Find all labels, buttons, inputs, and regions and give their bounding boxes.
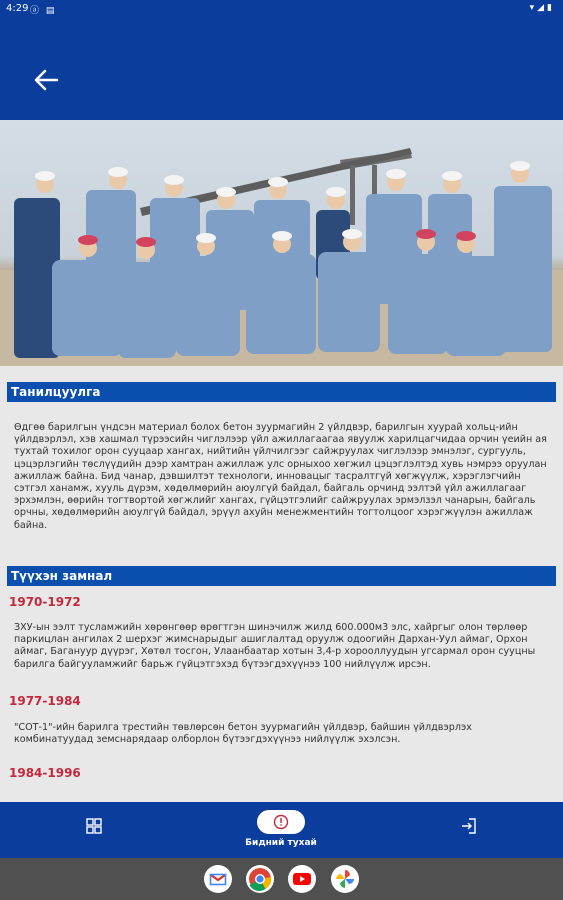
section-title-history: Түүхэн замнал xyxy=(7,566,556,586)
history-text: ЗХУ-ын ээлт тусламжийн хөрөнгөөр өрөгтгэн шинэчилж жилд 600.000м3 элс, хайргыг олон төрлөөр паркицлан ангилах 2 шерхэг жимснарыдыг ашиглалтад оруулж одоогийн Дархан-Уул аймаг, Орхон аймаг, Багануур дүүрэг, Хөтөл тосгон, Улаанбаатар хотын 3,4-р хорооллуудын угсармал орон сууцны барилга байгууламжийг барьж гүйцэтгэхэд бүтээгдэхүүнээ 100 нийлүүлж ирсэн. xyxy=(14,622,536,670)
back-arrow-icon[interactable] xyxy=(32,66,60,94)
team-photo xyxy=(0,120,563,366)
youtube-icon[interactable] xyxy=(288,865,316,893)
history-period: 1970-1972 xyxy=(9,595,81,609)
section-title-intro: Танилцуулга xyxy=(7,382,556,402)
status-notification-icons: ⓐ ▤ xyxy=(30,6,57,16)
photos-icon[interactable] xyxy=(331,865,359,893)
info-icon xyxy=(273,814,289,830)
status-bar xyxy=(0,0,563,18)
status-system-icons: ▾◢▮ xyxy=(529,3,555,13)
app-bar xyxy=(0,18,563,120)
history-period: 1984-1996 xyxy=(9,766,81,780)
content-scroll[interactable] xyxy=(0,366,563,802)
team-photo-illustration xyxy=(0,120,563,366)
about-tab[interactable] xyxy=(257,810,305,834)
system-dock xyxy=(0,858,563,900)
chrome-icon[interactable] xyxy=(246,865,274,893)
history-text: "СОТ-1"-ийн барилга трестийн төвлөрсөн бетон зуурмагийн үйлдвэр, байшин үйлдвэрлэх комбинатуудад земснарядаар олборлон бүтээгдэхүүнээ нийлүүлж эхэлсэн. xyxy=(14,722,472,746)
history-period: 1977-1984 xyxy=(9,694,81,708)
status-time: 4:29 xyxy=(6,3,29,14)
intro-text: Өдгөө барилгын үндсэн материал болох бетон зуурмагийн 2 үйлдвэр, барилгын хуурай хольц-ийн үйлдвэрлэл, хэв хашмал түрээсийн чиглэлээр үйл ажиллагаагаа явуулж харилцагчидаа орчин үеийн ая тухтай тохилог орон сууцаар хангах, нийтийн үйлчилгээг сайжруулах чиглэлээр эмнэлэг, сургууль, цэцэрлэгийн төслүүдийн дээр хамтран ажиллаж улс орныхоо хөгжил цэцэглэлтэд хувь нэмрээ оруулан ажиллаж байна. Бид чанар, дэвшилтэт технологи, инновацыг тасралтгүй хөгжүүлж, хэрэглэгчийн сэтгэл ханамж, хууль дүрэм, хөдөлмөрийн аюулгүй байдал, байгаль орчинд ээлтэй үйл ажиллагааг эрхэмлэн, өөрийн тогтвортой хөгжлийг хангах, гүйцэтгэлийг сайжруулах эрмэлзэл чанарын, байгаль орчны, хөдөлмөрийн аюулгүй байдал, эрүүл ахуйн менежментийн тогтолцоог хэрэгжүүлэн ажиллаж байна. xyxy=(14,422,547,531)
dashboard-icon[interactable] xyxy=(86,818,102,834)
gmail-icon[interactable] xyxy=(204,865,232,893)
bottom-navigation xyxy=(0,802,563,858)
login-icon[interactable] xyxy=(461,818,477,834)
about-tab-label: Бидний тухай xyxy=(245,838,317,848)
